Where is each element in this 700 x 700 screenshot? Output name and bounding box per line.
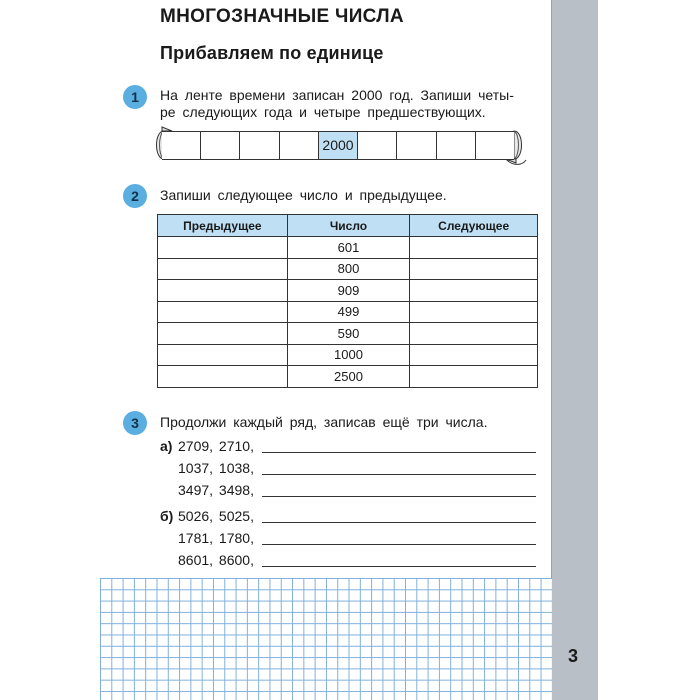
- series-label: а): [160, 438, 173, 454]
- series-row: [160, 478, 262, 498]
- graph-paper-area[interactable]: [100, 578, 552, 700]
- table-header-row: [158, 215, 538, 237]
- previous-cell[interactable]: [158, 344, 288, 366]
- answer-line[interactable]: [262, 452, 536, 453]
- series-label: б): [160, 508, 174, 524]
- number-cell: 590: [287, 323, 410, 345]
- number-cell: 601: [287, 237, 410, 259]
- ribbon-cell: [437, 132, 476, 159]
- next-cell[interactable]: [410, 301, 538, 323]
- series-row: [160, 526, 262, 546]
- task-1-text-line-1: На ленте времени записан 2000 год. Запиши четы-: [160, 87, 514, 103]
- answer-line[interactable]: [262, 544, 536, 545]
- page-title: МНОГОЗНАЧНЫЕ ЧИСЛА: [160, 6, 404, 27]
- next-cell[interactable]: [410, 344, 538, 366]
- task-1-text-line-2: ре следующих года и четыре предшествующих.: [160, 104, 486, 120]
- task-1-badge: 1: [123, 85, 147, 109]
- series-values: 8601, 8600,: [178, 552, 254, 568]
- number-cell: 2500: [287, 366, 410, 388]
- series-values: 5026, 5025,: [178, 508, 254, 524]
- task-3-badge: 3: [123, 411, 147, 435]
- page-subtitle: Прибавляем по единице: [160, 43, 384, 63]
- number-cell: 909: [287, 280, 410, 302]
- page-margin-strip: [552, 0, 598, 700]
- task-2-text: Запиши следующее число и предыдущее.: [160, 187, 447, 203]
- previous-cell[interactable]: [158, 237, 288, 259]
- ribbon-cell-given-year: 2000: [319, 132, 358, 159]
- task-3-text: Продолжи каждый ряд, записав ещё три числа.: [160, 414, 488, 430]
- series-row: [160, 434, 262, 454]
- header-previous: Предыдущее: [158, 215, 288, 237]
- answer-line[interactable]: [262, 474, 536, 475]
- series-values: 1037, 1038,: [178, 460, 254, 476]
- previous-cell[interactable]: [158, 323, 288, 345]
- ribbon-cell: [162, 132, 201, 159]
- next-cell[interactable]: [410, 366, 538, 388]
- ribbon-cell: [358, 132, 397, 159]
- answer-line[interactable]: [262, 566, 536, 567]
- numbers-table: [157, 214, 538, 388]
- number-cell: 1000: [287, 344, 410, 366]
- ribbon-cell: [201, 132, 240, 159]
- ribbon-cell: [397, 132, 436, 159]
- time-ribbon: [162, 131, 514, 160]
- task-2-badge: 2: [123, 184, 147, 208]
- ribbon-cell: [240, 132, 279, 159]
- next-cell[interactable]: [410, 237, 538, 259]
- table-row: [158, 258, 538, 280]
- next-cell[interactable]: [410, 280, 538, 302]
- number-cell: 800: [287, 258, 410, 280]
- series-values: 2709, 2710,: [178, 438, 254, 454]
- series-row: [160, 548, 262, 568]
- previous-cell[interactable]: [158, 366, 288, 388]
- answer-line[interactable]: [262, 496, 536, 497]
- series-values: 1781, 1780,: [178, 530, 254, 546]
- table-row: [158, 323, 538, 345]
- page-number: 3: [567, 646, 578, 666]
- table-row: [158, 366, 538, 388]
- series-row: [160, 456, 262, 476]
- previous-cell[interactable]: [158, 301, 288, 323]
- header-number: Число: [287, 215, 410, 237]
- previous-cell[interactable]: [158, 280, 288, 302]
- previous-cell[interactable]: [158, 258, 288, 280]
- series-row: [160, 504, 262, 524]
- header-next: Следующее: [410, 215, 538, 237]
- number-cell: 499: [287, 301, 410, 323]
- task-1-text: [160, 87, 514, 121]
- next-cell[interactable]: [410, 323, 538, 345]
- series-values: 3497, 3498,: [178, 482, 254, 498]
- next-cell[interactable]: [410, 258, 538, 280]
- table-row: [158, 301, 538, 323]
- table-row: [158, 280, 538, 302]
- table-row: [158, 344, 538, 366]
- answer-line[interactable]: [262, 522, 536, 523]
- ribbon-cell: [476, 132, 514, 159]
- table-row: [158, 237, 538, 259]
- ribbon-cell: [280, 132, 319, 159]
